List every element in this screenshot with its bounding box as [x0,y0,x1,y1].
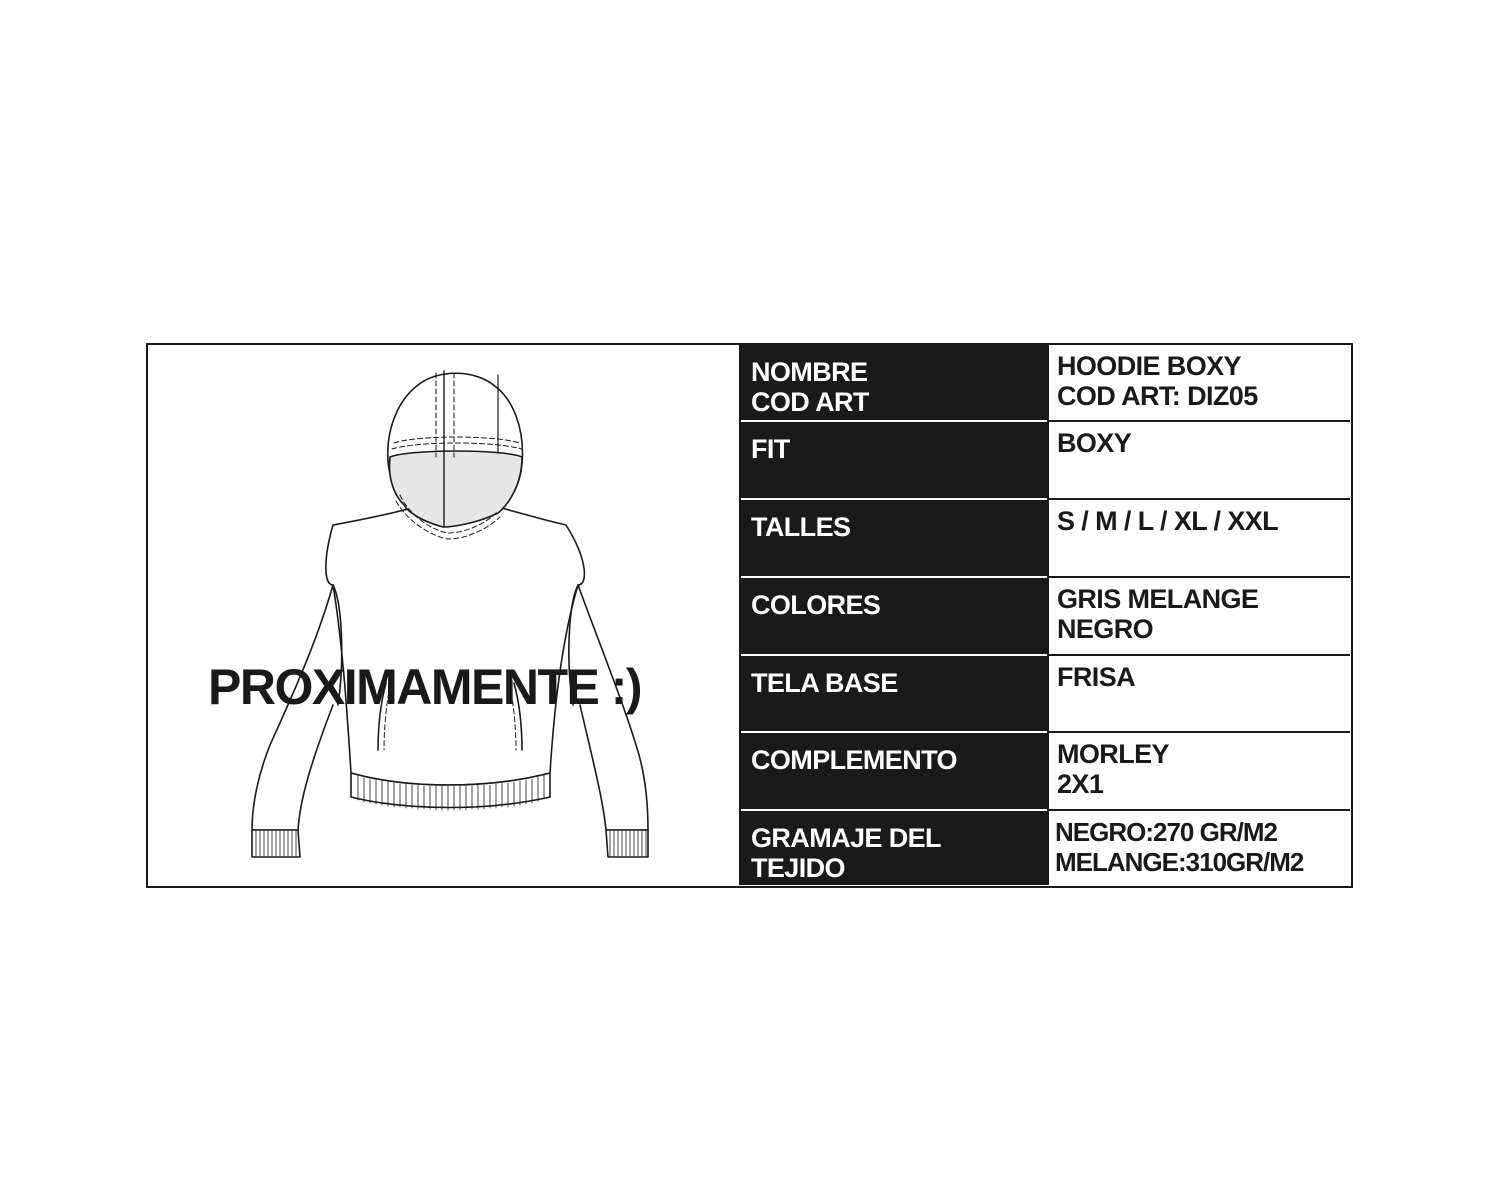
spec-value: MORLEY 2X1 [1047,733,1350,811]
spec-row-nombre [741,345,1350,422]
spec-label: NOMBRE COD ART [741,345,1047,422]
hoodie-sketch-icon [148,345,741,885]
spec-row-talles [741,500,1350,578]
spec-label: COMPLEMENTO [741,733,1047,811]
spec-label: GRAMAJE DEL TEJIDO [741,811,1047,885]
spec-row-fit [741,422,1350,500]
spec-row-gramaje [741,811,1350,885]
spec-row-complemento [741,733,1350,811]
tech-sheet [146,343,1353,888]
garment-drawing-panel [148,345,741,885]
coming-soon-label: PROXIMAMENTE :) [208,659,642,715]
spec-row-tela-base [741,656,1350,733]
spec-label: COLORES [741,578,1047,656]
spec-label: TELA BASE [741,656,1047,733]
spec-value: S / M / L / XL / XXL [1047,500,1350,578]
spec-value: GRIS MELANGE NEGRO [1047,578,1350,656]
spec-value: NEGRO:270 GR/M2 MELANGE:310GR/M2 [1047,811,1350,885]
spec-value: FRISA [1047,656,1350,733]
spec-table [741,345,1350,885]
spec-label: FIT [741,422,1047,500]
spec-value: HOODIE BOXY COD ART: DIZ05 [1047,345,1350,422]
spec-row-colores [741,578,1350,656]
spec-value: BOXY [1047,422,1350,500]
spec-label: TALLES [741,500,1047,578]
